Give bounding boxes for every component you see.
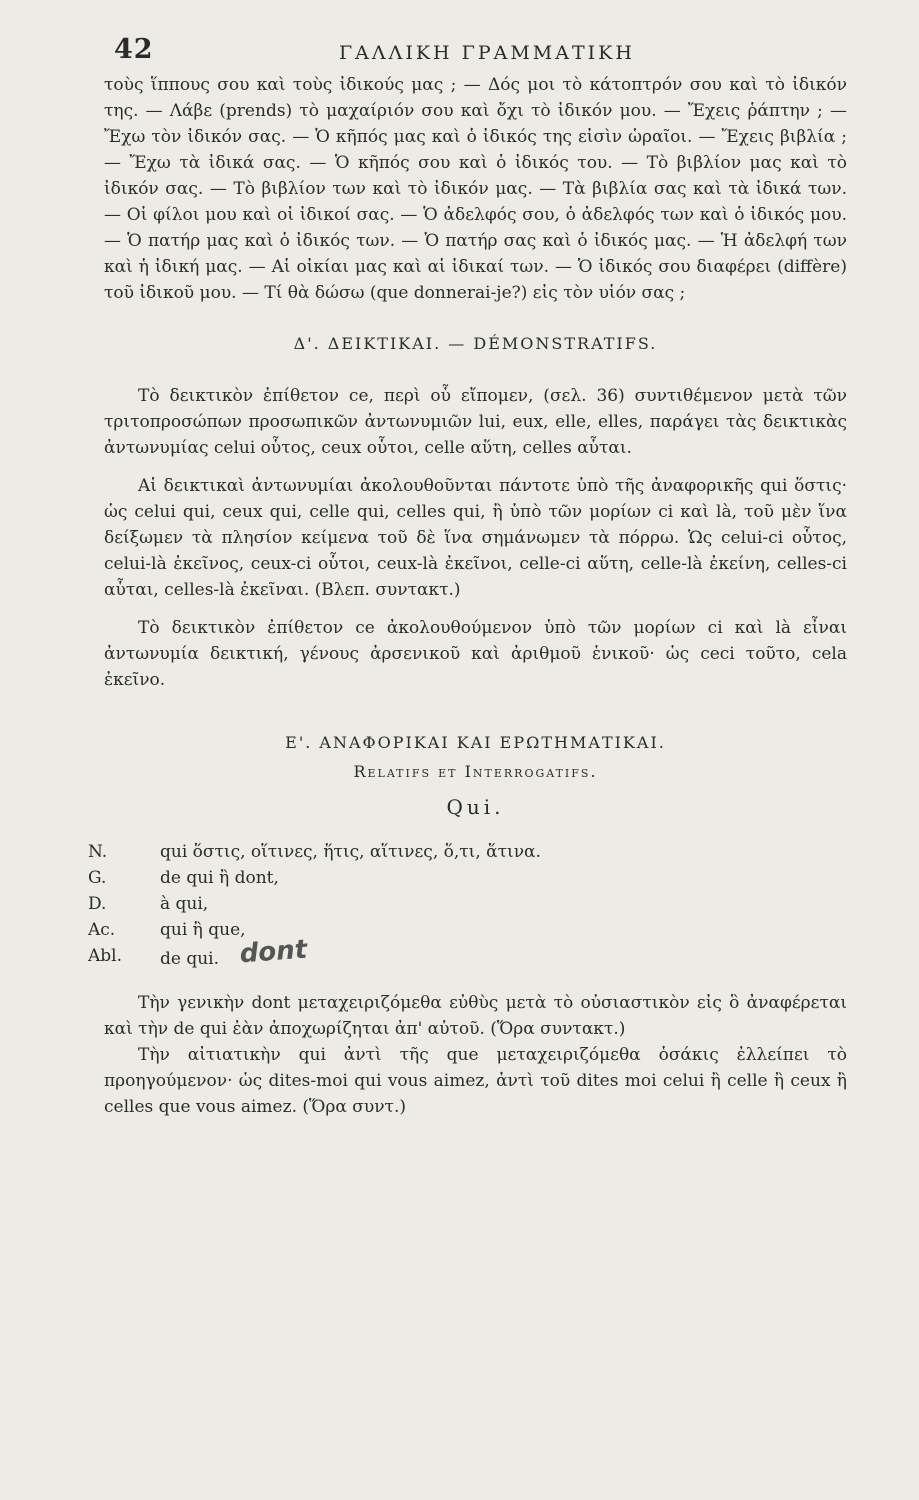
page-number: 42 bbox=[114, 34, 154, 65]
intro-paragraph: τοὺς ἵππους σου καὶ τοὺς ἰδικούς μας ; — Δός μοι τὸ κάτοπτρόν σου καὶ τὸ ἰδικόν της. — Λάβε (prends) τὸ μαχαίριόν σου καὶ ὄχι τὸ ἰδικόν μου. — Ἔχεις ῥάπτην ; — Ἔχω τὸν ἰδικόν σας. — Ὁ κῆπός μας καὶ ὁ ἰδικός της εἰσὶν ὡραῖοι. — Ἔχεις βιβλία ; — Ἔχω τὰ ἰδικά σας. — Ὁ κῆπός σου καὶ ὁ ἰδικός του. — Τὸ βιβλίον μας καὶ τὸ ἰδικόν σας. — Τὸ βιβλίον των καὶ τὸ ἰδικόν μας. — Τὰ βιβλία σας καὶ τὰ ἰδικά των. — Οἱ φίλοι μου καὶ οἱ ἰδικοί σας. — Ὁ ἀδελφός σου, ὁ ἀδελφός των καὶ ὁ ἰδικός μου. — Ὁ πατήρ μας καὶ ὁ ἰδικός των. — Ὁ πατήρ σας καὶ ὁ ἰδικός μας. — Ἡ ἀδελφή των καὶ ἡ ἰδική μας. — Αἱ οἰκίαι μας καὶ αἱ ἰδικαί των. — Ὁ ἰδικός σου διαφέρει (diffère) τοῦ ἰδικοῦ μου. — Τί θὰ δώσω (que donnerai-je?) εἰς τὸν υἱόν σας ; bbox=[104, 75, 847, 303]
declension-case: G. bbox=[88, 868, 107, 888]
declension-row bbox=[88, 891, 847, 917]
declension-case: Ac. bbox=[88, 920, 116, 940]
section-subheading-relatives: Relatifs et Interrogatifs. bbox=[353, 762, 598, 781]
declension-row bbox=[88, 865, 847, 891]
declension-row bbox=[88, 917, 847, 943]
declension-form: de qui. bbox=[160, 949, 220, 969]
declension-table bbox=[88, 839, 847, 972]
declension-case: Abl. bbox=[88, 946, 122, 966]
declension-row bbox=[88, 934, 847, 972]
running-title: ΓΑΛΛΙΚΗ ΓΡΑΜΜΑΤΙΚΗ bbox=[339, 42, 635, 64]
word-title-qui: Qui. bbox=[446, 795, 505, 819]
page-header bbox=[104, 28, 847, 72]
demonstratives-paragraph-1: Τὸ δεικτικὸν ἐπίθετον ce, περὶ οὗ εἴπομεν, (σελ. 36) συντιθέμενον μετὰ τῶν τριτοπροσώπων προσωπικῶν ἀντωνυμιῶν lui, eux, elle, elles, παράγει τὰς δεικτικὰς ἀντωνυμίας celui οὗτος, ceux οὗτοι, celle αὕτη, celles αὗται. bbox=[104, 386, 847, 458]
declension-case: D. bbox=[88, 894, 107, 914]
demonstratives-paragraph-3: Τὸ δεικτικὸν ἐπίθετον ce ἀκολουθούμενον ὑπὸ τῶν μορίων ci καὶ là εἶναι ἀντωνυμία δεικτική, γένους ἀρσενικοῦ καὶ ἀριθμοῦ ἑνικοῦ· ὡς ceci τοῦτο, cela ἐκεῖνο. bbox=[104, 618, 847, 690]
handwritten-annotation: dont bbox=[239, 934, 309, 970]
relatives-note-1: Τὴν γενικὴν dont μεταχειριζόμεθα εὐθὺς μετὰ τὸ οὐσιαστικὸν εἰς ὃ ἀναφέρεται καὶ τὴν de qui ἐὰν ἀποχωρίζηται ἀπ' αὐτοῦ. (Ὅρα συντακτ.) bbox=[104, 993, 847, 1039]
section-heading-demonstratives: Δ'. ΔΕΙΚΤΙΚΑΙ. — DÉMONSTRATIFS. bbox=[293, 334, 658, 353]
section-heading-relatives: Ε'. ΑΝΑΦΟΡΙΚΑΙ ΚΑΙ ΕΡΩΤΗΜΑΤΙΚΑΙ. bbox=[285, 733, 666, 752]
declension-form: à qui, bbox=[160, 894, 209, 914]
declension-form: qui ἢ que, bbox=[160, 920, 246, 940]
declension-row bbox=[88, 839, 847, 865]
declension-form: qui ὅστις, οἵτινες, ἥτις, αἵτινες, ὅ,τι, ἅτινα. bbox=[160, 842, 541, 862]
declension-form: de qui ἢ dont, bbox=[160, 868, 279, 888]
declension-case: N. bbox=[88, 842, 108, 862]
relatives-note-2: Τὴν αἰτιατικὴν qui ἀντὶ τῆς que μεταχειριζόμεθα ὁσάκις ἐλλείπει τὸ προηγούμενον· ὡς dites-moi qui vous aimez, ἀντὶ τοῦ dites moi celui ἢ celle ἢ ceux ἢ celles que vous aimez. (Ὅρα συντ.) bbox=[104, 1045, 847, 1117]
declension-form-with-note bbox=[160, 934, 847, 972]
demonstratives-paragraph-2: Αἱ δεικτικαὶ ἀντωνυμίαι ἀκολουθοῦνται πάντοτε ὑπὸ τῆς ἀναφορικῆς qui ὅστις· ὡς celui qui, ceux qui, celle qui, celles qui, ἢ ὑπὸ τῶν μορίων ci καὶ là, τοῦ μὲν ἵνα δείξωμεν τὰ πλησίον κείμενα τοῦ δὲ ἵνα σημάνωμεν τὰ πόρρω. Ὡς celui-ci οὗτος, celui-là ἐκεῖνος, ceux-ci οὗτοι, ceux-là ἐκεῖνοι, celle-ci αὕτη, celle-là ἐκείνη, celles-ci αὗται, celles-là ἐκεῖναι. (Βλεπ. συντακτ.) bbox=[104, 476, 847, 600]
